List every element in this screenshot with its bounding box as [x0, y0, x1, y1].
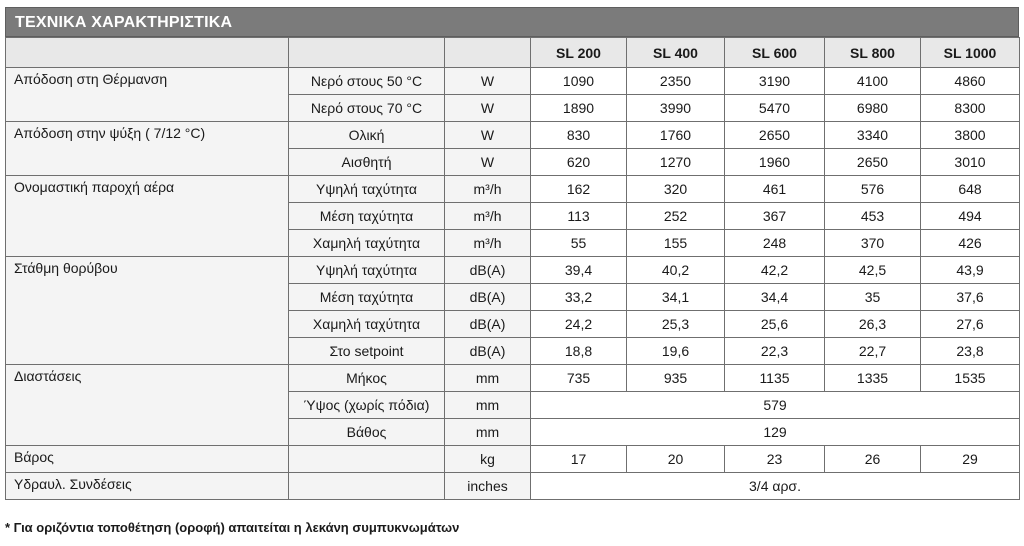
table-row	[6, 176, 1020, 203]
value-cell: 320	[627, 176, 725, 203]
sub-label	[289, 446, 445, 473]
value-cell: 3010	[921, 149, 1020, 176]
unit-label: W	[445, 149, 531, 176]
sub-label: Υψηλή ταχύτητα	[289, 257, 445, 284]
value-cell: 1270	[627, 149, 725, 176]
unit-label: kg	[445, 446, 531, 473]
value-cell: 5470	[725, 95, 825, 122]
header-row	[6, 38, 1020, 68]
unit-label: W	[445, 122, 531, 149]
value-cell: 27,6	[921, 311, 1020, 338]
value-cell: 576	[825, 176, 921, 203]
value-cell: 162	[531, 176, 627, 203]
sub-label: Στο setpoint	[289, 338, 445, 365]
value-cell: 252	[627, 203, 725, 230]
value-cell: 25,6	[725, 311, 825, 338]
merged-value: 579	[531, 392, 1020, 419]
value-cell: 17	[531, 446, 627, 473]
unit-label: dB(A)	[445, 284, 531, 311]
unit-label: W	[445, 95, 531, 122]
model-header: SL 800	[825, 38, 921, 68]
sub-label: Υψηλή ταχύτητα	[289, 176, 445, 203]
value-cell: 25,3	[627, 311, 725, 338]
sub-label: Ύψος (χωρίς πόδια)	[289, 392, 445, 419]
table-row	[6, 446, 1020, 473]
value-cell: 1135	[725, 365, 825, 392]
value-cell: 4860	[921, 68, 1020, 95]
value-cell: 22,3	[725, 338, 825, 365]
model-header: SL 200	[531, 38, 627, 68]
value-cell: 4100	[825, 68, 921, 95]
sub-label: Νερό στους 50 °C	[289, 68, 445, 95]
header-blank-group	[6, 38, 289, 68]
unit-label: dB(A)	[445, 257, 531, 284]
value-cell: 39,4	[531, 257, 627, 284]
value-cell: 26,3	[825, 311, 921, 338]
value-cell: 42,2	[725, 257, 825, 284]
model-header: SL 400	[627, 38, 725, 68]
value-cell: 830	[531, 122, 627, 149]
spec-sheet	[5, 7, 1019, 500]
unit-label: mm	[445, 419, 531, 446]
unit-label: dB(A)	[445, 338, 531, 365]
sub-label: Βάθος	[289, 419, 445, 446]
value-cell: 1335	[825, 365, 921, 392]
value-cell: 40,2	[627, 257, 725, 284]
sub-label: Νερό στους 70 °C	[289, 95, 445, 122]
spec-table-body	[6, 68, 1020, 500]
group-label: Ονομαστική παροχή αέρα	[6, 176, 289, 257]
value-cell: 2650	[725, 122, 825, 149]
table-row	[6, 257, 1020, 284]
value-cell: 26	[825, 446, 921, 473]
model-header: SL 1000	[921, 38, 1020, 68]
value-cell: 1760	[627, 122, 725, 149]
value-cell: 34,1	[627, 284, 725, 311]
sub-label: Ολική	[289, 122, 445, 149]
value-cell: 6980	[825, 95, 921, 122]
value-cell: 2350	[627, 68, 725, 95]
value-cell: 43,9	[921, 257, 1020, 284]
unit-label: mm	[445, 392, 531, 419]
footnote: * Για οριζόντια τοποθέτηση (οροφή) απαιτείται η λεκάνη συμπυκνωμάτων	[5, 520, 460, 535]
value-cell: 19,6	[627, 338, 725, 365]
value-cell: 20	[627, 446, 725, 473]
table-row	[6, 68, 1020, 95]
model-header: SL 600	[725, 38, 825, 68]
group-label: Απόδοση στη Θέρμανση	[6, 68, 289, 122]
value-cell: 426	[921, 230, 1020, 257]
value-cell: 42,5	[825, 257, 921, 284]
value-cell: 24,2	[531, 311, 627, 338]
value-cell: 3990	[627, 95, 725, 122]
group-label: Απόδοση στην ψύξη ( 7/12 °C)	[6, 122, 289, 176]
value-cell: 2650	[825, 149, 921, 176]
value-cell: 29	[921, 446, 1020, 473]
spec-table	[5, 37, 1020, 500]
value-cell: 1960	[725, 149, 825, 176]
sub-label: Μέση ταχύτητα	[289, 203, 445, 230]
value-cell: 1890	[531, 95, 627, 122]
value-cell: 461	[725, 176, 825, 203]
value-cell: 3800	[921, 122, 1020, 149]
sub-label: Χαμηλή ταχύτητα	[289, 311, 445, 338]
table-title: ΤΕΧΝΙΚΑ ΧΑΡΑΚΤΗΡΙΣΤΙΚΑ	[5, 7, 1019, 37]
value-cell: 1535	[921, 365, 1020, 392]
value-cell: 620	[531, 149, 627, 176]
value-cell: 37,6	[921, 284, 1020, 311]
value-cell: 453	[825, 203, 921, 230]
value-cell: 735	[531, 365, 627, 392]
unit-label: dB(A)	[445, 311, 531, 338]
table-row	[6, 122, 1020, 149]
value-cell: 648	[921, 176, 1020, 203]
value-cell: 35	[825, 284, 921, 311]
value-cell: 367	[725, 203, 825, 230]
value-cell: 8300	[921, 95, 1020, 122]
group-label: Στάθμη θορύβου	[6, 257, 289, 365]
sub-label: Χαμηλή ταχύτητα	[289, 230, 445, 257]
group-label: Υδραυλ. Συνδέσεις	[6, 473, 289, 500]
value-cell: 935	[627, 365, 725, 392]
value-cell: 155	[627, 230, 725, 257]
value-cell: 23,8	[921, 338, 1020, 365]
unit-label: m³/h	[445, 176, 531, 203]
header-blank-unit	[445, 38, 531, 68]
value-cell: 370	[825, 230, 921, 257]
value-cell: 494	[921, 203, 1020, 230]
table-row	[6, 365, 1020, 392]
sub-label	[289, 473, 445, 500]
group-label: Διαστάσεις	[6, 365, 289, 446]
sub-label: Αισθητή	[289, 149, 445, 176]
value-cell: 1090	[531, 68, 627, 95]
value-cell: 22,7	[825, 338, 921, 365]
sub-label: Μήκος	[289, 365, 445, 392]
unit-label: mm	[445, 365, 531, 392]
value-cell: 23	[725, 446, 825, 473]
merged-value: 129	[531, 419, 1020, 446]
unit-label: W	[445, 68, 531, 95]
unit-label: m³/h	[445, 203, 531, 230]
sub-label: Μέση ταχύτητα	[289, 284, 445, 311]
unit-label: inches	[445, 473, 531, 500]
value-cell: 248	[725, 230, 825, 257]
merged-value: 3/4 αρσ.	[531, 473, 1020, 500]
group-label: Βάρος	[6, 446, 289, 473]
value-cell: 34,4	[725, 284, 825, 311]
value-cell: 3340	[825, 122, 921, 149]
table-row	[6, 473, 1020, 500]
header-blank-sub	[289, 38, 445, 68]
unit-label: m³/h	[445, 230, 531, 257]
value-cell: 3190	[725, 68, 825, 95]
value-cell: 18,8	[531, 338, 627, 365]
value-cell: 55	[531, 230, 627, 257]
value-cell: 113	[531, 203, 627, 230]
value-cell: 33,2	[531, 284, 627, 311]
